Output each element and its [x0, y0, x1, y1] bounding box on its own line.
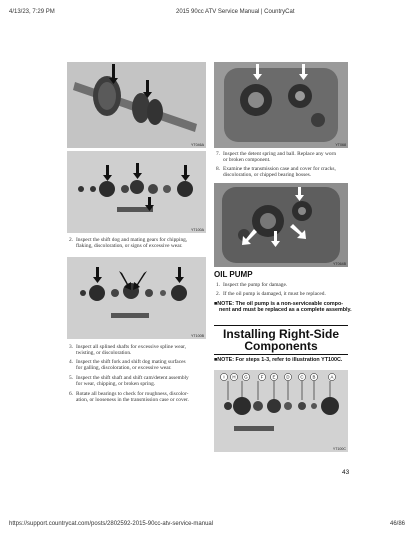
step-3: 3. Inspect all splined shafts for excessive spline wear, twisting, or discoloration. — [69, 344, 186, 357]
callout-letter: G — [244, 374, 248, 380]
footer-page: 46/86 — [390, 521, 406, 527]
step-2: 2. Inspect the shift dog and mating gears for chipping, flaking, discoloration, or signs of excessive wear. — [69, 237, 188, 250]
callout-letter: I — [223, 374, 225, 380]
photo-gear-set — [67, 151, 206, 233]
gear-shaft-illustration — [67, 62, 206, 148]
callout-letter: D — [286, 374, 290, 380]
gear-set-illustration — [67, 151, 206, 233]
photo-code: YT046A — [191, 143, 204, 147]
step-8: 8. Examine the transmission case and cover for cracks, discoloration, or chipped bearing bosses. — [216, 166, 336, 179]
header-date: 4/13/23, 7:29 PM — [9, 9, 55, 15]
title-rule-top — [214, 325, 348, 326]
footer-url: https://support.countrycat.com/posts/2802592-2015-90cc-atv-service-manual — [9, 521, 214, 527]
callout-letter: E — [272, 374, 276, 380]
header-title: 2015 90cc ATV Service Manual | CountryCat — [176, 9, 295, 15]
callout-letter: C — [300, 374, 304, 380]
step-5: 5. Inspect the shift shaft and shift cam/detent assembly for wear, chipping, or broken spring. — [69, 375, 189, 388]
photo-code: YT100B — [191, 334, 204, 338]
case-illustration — [214, 62, 348, 148]
step-4: 4. Inspect the shift fork and shift dog mating surfaces for galling, discoloration, or excessive wear. — [69, 359, 186, 372]
photo-code: YT064B — [333, 262, 346, 266]
oil-pump-heading: OIL PUMP — [214, 270, 253, 279]
photo-gear-set-arrows — [67, 257, 206, 339]
title-rule-bottom — [214, 354, 348, 355]
oil-pump-note: ■NOTE: The oil pump is a non-serviceable compo- nent and must be replaced as a complete assembly. — [214, 301, 352, 314]
photo-transmission-case — [214, 62, 348, 148]
section-title: Installing Right-Side Components — [223, 327, 339, 353]
callout-letter: A — [330, 374, 334, 380]
photo-code: YT100C — [332, 447, 346, 451]
oil-pump-step-2: 2. If the oil pump is damaged, it must be replaced. — [216, 291, 326, 297]
photo-gear-shaft — [67, 62, 206, 148]
callout-letter: F — [260, 374, 264, 380]
page-number: 43 — [342, 469, 350, 476]
case-bearings-illustration — [214, 183, 348, 267]
callout-letter: H — [232, 374, 236, 380]
step-6: 6. Rotate all bearings to check for roughness, discolor- ation, or looseness in the transmission case or cover. — [69, 391, 189, 404]
photo-code: YT068 — [335, 143, 346, 147]
right-side-components-illustration — [214, 370, 348, 452]
callout-letters — [220, 373, 335, 380]
oil-pump-step-1: 1. Inspect the pump for damage. — [216, 282, 288, 288]
step-7: 7. Inspect the detent spring and ball. Replace any worn or broken component. — [216, 151, 337, 164]
photo-case-bearings — [214, 183, 348, 267]
callout-letter: B — [312, 374, 316, 380]
photo-right-side-components — [214, 370, 348, 452]
gear-set-arrows-illustration — [67, 257, 206, 339]
photo-code: YT100A — [191, 228, 204, 232]
illustration-note: ■NOTE: For steps 1-3, refer to illustration YT100C. — [214, 357, 343, 363]
